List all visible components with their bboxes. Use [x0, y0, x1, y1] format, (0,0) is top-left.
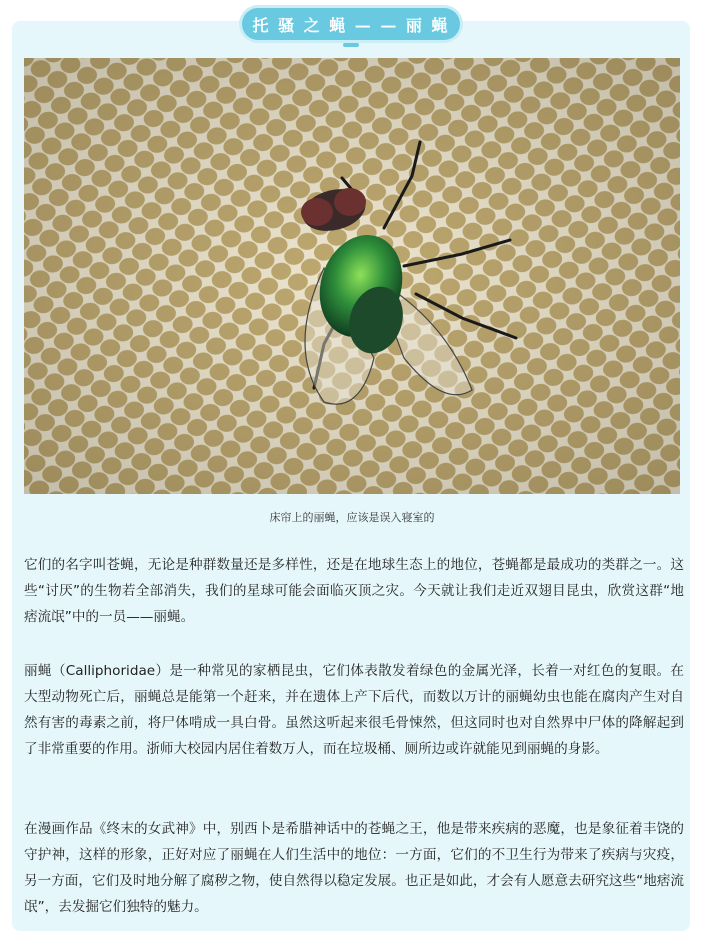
photo-caption: 床帘上的丽蝇，应该是误入寝室的 [269, 511, 435, 524]
paragraph-conclusion: 在漫画作品《终末的女武神》中，别西卜是希腊神话中的苍蝇之王，他是带来疾病的恶魔，也是象征着丰饶的守护神，这样的形象，正好对应了丽蝇在人们生活中的地位：一方面，它们的不卫生行为带来了疾病与灾疫，另一方面，它们及时地分解了腐秽之物，使自然得以稳定发展。也正是如此，才会有人愿意去研究这些“地痞流氓”，去发掘它们独特的魅力。 [24, 821, 684, 915]
section-title: 托 骚 之 蝇 — — 丽 蝇 [242, 8, 460, 40]
paragraph-intro: 它们的名字叫苍蝇，无论是种群数量还是多样性，还是在地球生态上的地位，苍蝇都是最成功的类群之一。这些“讨厌”的生物若全部消失，我们的星球可能会面临灭顶之灾。今天就让我们走近双翅目昆虫，欣赏这群“地痞流氓”中的一员——丽蝇。 [24, 557, 684, 625]
title-underline-decoration [343, 43, 359, 47]
fly-on-mesh-illustration [24, 58, 680, 494]
fly-photo [24, 58, 680, 494]
paragraph-description: 丽蝇（Calliphoridae）是一种常见的家栖昆虫，它们体表散发着绿色的金属光泽，长着一对红色的复眼。在大型动物死亡后，丽蝇总是能第一个赶来，并在遗体上产下后代，而数以万计的丽蝇幼虫也能在腐肉产生对自然有害的毒素之前，将尸体啃成一具白骨。虽然这听起来很毛骨悚然，但这同时也对自然界中尸体的降解起到了非常重要的作用。浙师大校园内居住着数万人，而在垃圾桶、厕所边或许就能见到丽蝇的身影。 [24, 663, 684, 757]
